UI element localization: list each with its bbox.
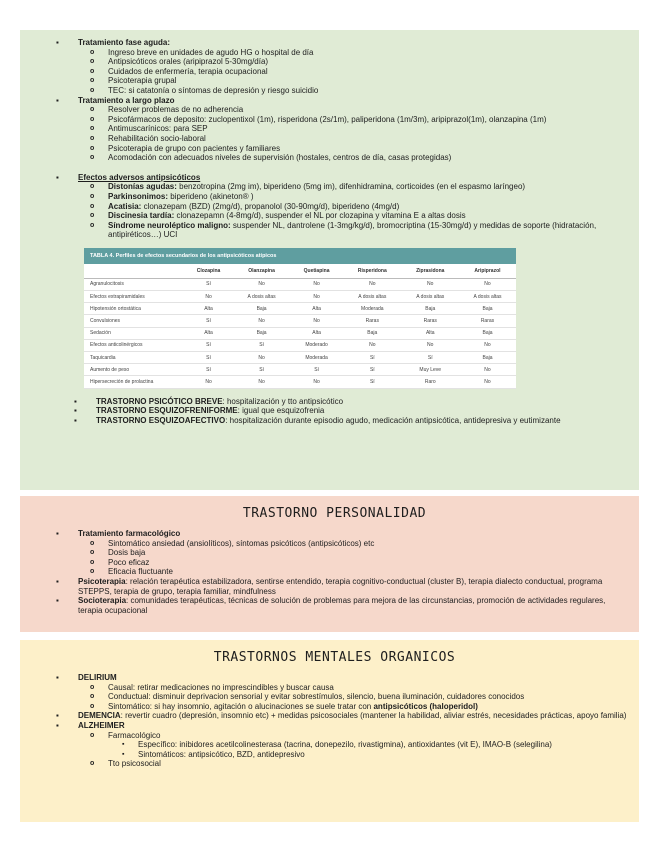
list-item: o Antipsicóticos orales (aripiprazol 5-30mg/día) [78,57,629,67]
panel-trastorno-personalidad [20,496,639,632]
list-item: o Cuidados de enfermería, terapia ocupacional [78,67,629,77]
term: TRASTORNO ESQUIZOFRENIFORME [96,406,238,416]
section-title: TRASTORNO PERSONALIDAD [242,506,427,521]
list-item [40,673,629,711]
table-header-cell: Ziprasidona [402,264,459,279]
table-row [84,339,516,351]
table-row [84,303,516,315]
list-item: ▪ Específico: inibidores acetilcolinesterasa (tacrina, donepezilo, rivastigmina), antioxidantes (vit E), IMAO-B (selegilina) [108,740,629,750]
table-header-cell: Clozapina [184,264,233,279]
table-cell: Sí [233,339,290,351]
table-header-cell: Quetiapina [290,264,343,279]
table-row [84,364,516,376]
table-cell: No [459,376,516,388]
list-item [78,202,629,212]
list-item [58,416,629,426]
table-cell: A dosis altas [233,291,290,303]
list-item [40,529,629,577]
table-cell: No [233,278,290,290]
table-cell: Baja [233,327,290,339]
table-row [84,327,516,339]
table-cell: Efectos anticolinérgicos [84,339,184,351]
table-cell: Baja [459,327,516,339]
table-body [84,278,516,388]
table-cell: No [459,278,516,290]
list-item: o Sintomático ansiedad (ansiolíticos), síntomas psicóticos (antipsicóticos) etc [78,539,629,549]
table-cell: Alta [184,303,233,315]
table-cell: No [402,339,459,351]
table-cell: Convulsiones [84,315,184,327]
table-caption: TABLA 4. Perfiles de efectos secundarios de los antipsicóticos atípicos [84,248,516,264]
list-item [40,711,629,721]
table-cell: No [343,278,401,290]
sub-list [78,182,629,240]
table-cell: Sí [343,364,401,376]
term: Discinesia tardía: [108,211,175,221]
list-item [78,192,629,202]
table-cell: Sí [184,278,233,290]
table-cell: No [233,352,290,364]
section-list [58,397,629,426]
sub-list [78,48,629,96]
table-cell: Taquicardia [84,352,184,364]
table-cell: Efectos extrapiramidales [84,291,184,303]
list-item [78,182,629,192]
list-item: o Psicofármacos de deposito: zuclopentixol (1m), risperidona (2s/1m), paliperidona (1m/3m), aripiprazol(1m), olanzapina (1m) [78,115,629,125]
table-cell: Sí [184,315,233,327]
section-list [40,38,629,163]
term: Socioterapia [78,596,127,606]
list-item: o Psicoterapia de grupo con pacientes y familiares [78,144,629,154]
table-cell: Agranulocitosis [84,278,184,290]
list-item [78,731,629,760]
table-cell: No [233,315,290,327]
list-item: o TEC: si catatonía o síntomas de depresión y riesgo suicidio [78,86,629,96]
panel-psicosis [20,30,639,490]
list-item [58,406,629,416]
list-item: o Acomodación con adecuados niveles de supervisión (hostales, centros de día, casas protegidas) [78,153,629,163]
table-header-cell: Aripiprazol [459,264,516,279]
table-cell: No [402,278,459,290]
table-cell: No [290,291,343,303]
table-cell: Sí [343,376,401,388]
list-item: o Antimuscarínicos: para SEP [78,124,629,134]
list-item [40,596,629,615]
item-text: Farmacológico [108,730,161,740]
table-cell: A dosis altas [459,291,516,303]
list-item: ▪ Sintomáticos: antipsicótico, BZD, antidepresivo [108,750,629,760]
list-item [78,221,629,240]
list-item [78,211,629,221]
list-item: o Eficacia fluctuante [78,567,629,577]
heading-efectos-adversos: Efectos adversos antipsicóticos [78,172,201,182]
term-text: clonazepam (BZD) (2mg/d), propanolol (30-90mg/d), biperideno (4mg/d) [141,201,400,211]
table-cell: Alta [290,303,343,315]
heading-farmacologico: Tratamiento farmacológico [78,529,181,538]
term: TRASTORNO ESQUIZOAFECTIVO [96,415,226,425]
term-text: : comunidades terapéuticas, técnicas de solución de problemas para mejora de las circunstancias, promoción de actividades regulares, terapia ocupacional [78,596,606,615]
term-text: : hospitalización durante episodio agudo, medicación antipsicótica, antidepresiva y eutimizante [225,415,561,425]
term-text: suspender NL, dantrolene (1-3mg/kg/d), bromocriptina (15-30mg/d) y medidas de soporte (hidratación, antipiréticos…) UCI [108,220,597,240]
table-cell: No [343,339,401,351]
table-cell: Sí [184,352,233,364]
term: Síndrome neuroléptico maligno: [108,220,231,230]
table-row [84,278,516,290]
table-cell: Baja [459,303,516,315]
section-list [40,529,629,615]
table-row [84,315,516,327]
term: Distonías agudas: [108,182,177,192]
table-header-cell: Risperidona [343,264,401,279]
sub-sub-list [108,740,629,759]
section-list [40,673,629,769]
term-text: biperideno (akineton® ) [168,191,254,201]
table-header-cell: Olanzapina [233,264,290,279]
term-text: : igual que esquizofrenia [237,406,325,416]
table [84,264,516,389]
term: DEMENCIA [78,711,121,721]
sub-list [78,539,629,577]
table-cell: Raras [459,315,516,327]
table-cell: Moderado [290,339,343,351]
table-cell: Baja [402,303,459,315]
table-cell: No [290,278,343,290]
term-text: : hospitalización y tto antipsicótico [222,396,344,406]
list-item [58,397,629,407]
list-item: o Causal: retirar medicaciones no imprescindibles y buscar causa [78,683,629,693]
list-item [40,721,629,769]
list-item [40,173,629,240]
table-cell: Sí [402,352,459,364]
section-list [40,173,629,240]
table-cell: Raro [402,376,459,388]
table-cell: Alta [402,327,459,339]
term: Acatisia: [108,201,142,211]
sub-list [78,683,629,712]
list-item: o Psicoterapia grupal [78,76,629,86]
list-item: o Dosis baja [78,548,629,558]
term-text: clonazepamn (4-8mg/d), suspender el NL por clozapina y vitamina E a altas dosis [174,211,466,221]
table-cell: Aumento de peso [84,364,184,376]
table-row [84,291,516,303]
term: Psicoterapia [78,576,126,586]
table-cell: Raras [343,315,401,327]
table-row [84,376,516,388]
sub-list [78,731,629,769]
table-cell: Baja [343,327,401,339]
list-item: o Rehabilitación socio-laboral [78,134,629,144]
table-cell: No [290,315,343,327]
list-item: o Tto psicosocial [78,759,629,769]
table-cell: Muy Leve [402,364,459,376]
table-cell: No [184,376,233,388]
table-cell: Sí [343,352,401,364]
list-item: o Ingreso breve en unidades de agudo HG o hospital de día [78,48,629,58]
table-cell: Sí [233,364,290,376]
list-item [40,577,629,596]
table-cell: A dosis altas [402,291,459,303]
table-cell: Moderada [290,352,343,364]
list-item: o Resolver problemas de no adherencia [78,105,629,115]
table-cell: No [459,339,516,351]
table-cell: Raras [402,315,459,327]
list-item [40,96,629,163]
side-effects-table [84,248,516,389]
term: TRASTORNO PSICÓTICO BREVE [96,396,223,406]
term-text: : revertir cuadro (depresión, insomnio etc) + medidas psicosociales (mantener la habilidad, aliviar estrés, necesidades prácticas, apoyo familia) [120,711,627,721]
table-row [84,352,516,364]
table-cell: Baja [233,303,290,315]
table-cell: No [290,376,343,388]
heading-largo-plazo: Tratamiento a largo plazo [78,95,175,105]
table-cell: Hipersecreción de prolactina [84,376,184,388]
panel-trastornos-organicos [20,640,639,822]
table-cell: Sí [184,339,233,351]
table-cell: A dosis altas [343,291,401,303]
term-text: : relación terapéutica estabilizadora, sentirse entendido, terapia cognitivo-conductual (cluster B), terapia dialecto conductual, programa STEPPS, terapia de grupo, terapia familiar, mindfulness [78,576,603,596]
item-text: Sintomático: si hay insomnio, agitación o alucinaciones se suele tratar con [108,701,374,711]
table-cell: Sí [184,364,233,376]
table-cell: No [459,364,516,376]
heading-fase-aguda: Tratamiento fase aguda: [78,38,171,47]
table-cell: Moderada [343,303,401,315]
list-item: o Conductual: disminuir deprivacion sensorial y evitar sobrestímulos, silencio, buena iluminación, cuidadores conocidos [78,692,629,702]
term: Parkinsonimos: [108,191,169,201]
list-item: o Poco eficaz [78,558,629,568]
heading-delirium: DELIRIUM [78,673,117,682]
sub-list [78,105,629,163]
table-header-row [84,264,516,279]
item-bold: antipsicóticos (haloperidol) [373,701,478,711]
table-cell: Sí [290,364,343,376]
table-cell: Sedación [84,327,184,339]
list-item [40,38,629,96]
table-header-cell [84,264,184,279]
heading-alzheimer: ALZHEIMER [78,720,125,730]
table-cell: Alta [290,327,343,339]
table-cell: No [184,291,233,303]
section-title: TRASTORNOS MENTALES ORGANICOS [213,650,456,665]
table-cell: Baja [459,352,516,364]
table-cell: Alta [184,327,233,339]
list-item [78,702,629,712]
table-cell: No [233,376,290,388]
term-text: benzotropina (2mg im), biperideno (5mg im), difenhidramina, corticoides (en el espasmo laríngeo) [176,182,526,192]
table-cell: Hipotensión ortostática [84,303,184,315]
